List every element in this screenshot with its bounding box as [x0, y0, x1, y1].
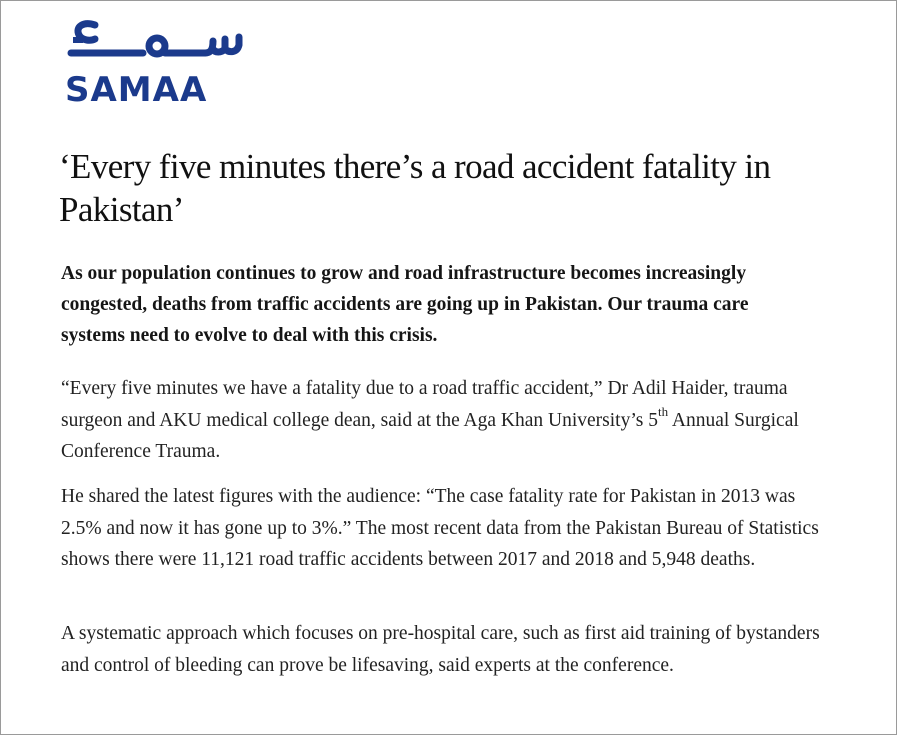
- paragraph-1-text: “Every five minutes we have a fatality due to a road traffic accident,” Dr Adil Haider, trauma surgeon and AKU medical college dean, said at the Aga Khan University’s 5: [61, 378, 788, 431]
- article-paragraph-2: He shared the latest figures with the audience: “The case fatality rate for Pakistan in 2013 was 2.5% and now it has gone up to 3%.” The most recent data from the Pakistan Bureau of Statistics shows there were 11,121 road traffic accidents between 2017 and 2018 and 5,948 deaths.: [61, 486, 819, 570]
- ordinal-suffix: th: [657, 404, 669, 419]
- samaa-urdu-script-logo-icon: [65, 15, 247, 67]
- paragraph-1-text-end: Annual Surgical Conference Trauma.: [61, 409, 799, 462]
- article-paragraph-3: A systematic approach which focuses on pre-hospital care, such as first aid training of bystanders and control of bleeding can prove be lifesaving, said experts at the conference.: [61, 623, 820, 676]
- brand-name: SAMAA: [65, 70, 208, 110]
- samaa-logo[interactable]: [65, 15, 247, 111]
- article-headline: ‘Every five minutes there’s a road accident fatality in Pakistan’: [59, 147, 771, 229]
- article-standfirst: As our population continues to grow and road infrastructure becomes increasingly congested, deaths from traffic accidents are going up in Pakistan. Our trauma care systems need to evolve to deal with this crisis.: [61, 263, 749, 346]
- article-paragraph-1: [61, 373, 821, 468]
